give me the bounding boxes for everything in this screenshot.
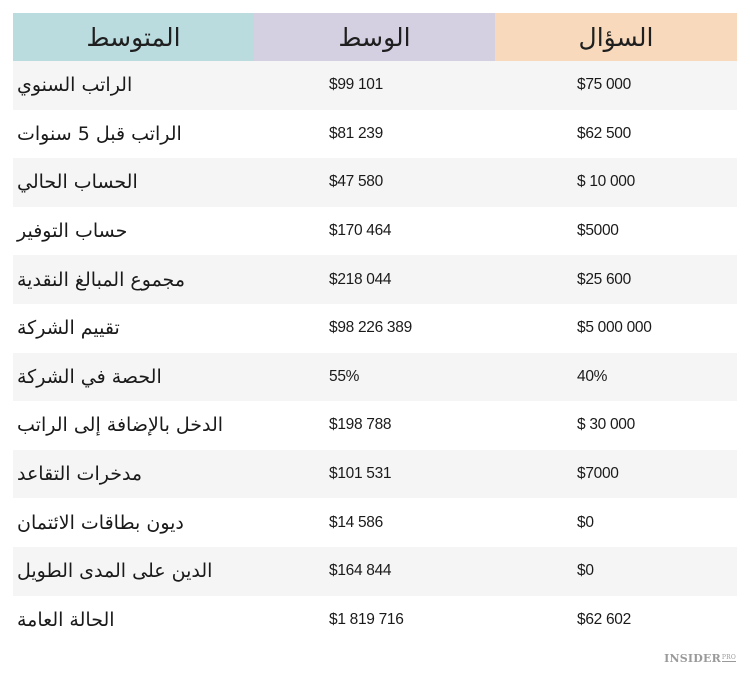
header-asker <box>495 13 737 61</box>
table-row <box>13 596 737 645</box>
asker-value: $ 10 000 <box>577 173 635 191</box>
table-row <box>13 158 737 207</box>
asker-value: $5000 <box>577 222 619 240</box>
median-value: 55% <box>329 367 360 385</box>
median-value: $170 464 <box>329 222 392 240</box>
watermark-suffix: PRO <box>721 654 736 661</box>
watermark-brand: INSIDER <box>664 652 721 665</box>
metric-label: الدين على المدى الطويل <box>17 560 213 583</box>
header-metric-label: المتوسط <box>86 22 181 52</box>
asker-value: $7000 <box>577 465 619 483</box>
header-metric <box>13 13 254 61</box>
table-row <box>13 304 737 353</box>
metric-label: مجموع المبالغ النقدية <box>17 268 185 291</box>
metric-cell <box>13 498 254 547</box>
metric-cell <box>13 596 254 645</box>
metric-cell <box>13 304 254 353</box>
metric-label: مدخرات التقاعد <box>17 463 143 486</box>
asker-value: 40% <box>577 367 608 385</box>
header-median <box>254 13 495 61</box>
metric-label: ديون بطاقات الائتمان <box>17 511 184 534</box>
insider-pro-logo <box>664 652 736 665</box>
table-row <box>13 353 737 402</box>
median-value: $47 580 <box>329 173 383 191</box>
table-row <box>13 450 737 499</box>
metric-cell <box>13 353 254 402</box>
metric-cell <box>13 401 254 450</box>
metric-label: الدخل بالإضافة إلى الراتب <box>17 414 224 437</box>
asker-value: $75 000 <box>577 76 631 94</box>
median-value: $99 101 <box>329 76 383 94</box>
median-value: $101 531 <box>329 465 392 483</box>
asker-value: $62 500 <box>577 124 631 142</box>
metric-label: الحساب الحالي <box>17 171 138 194</box>
median-value: $198 788 <box>329 416 392 434</box>
table-row <box>13 498 737 547</box>
metric-cell <box>13 450 254 499</box>
table-row <box>13 110 737 159</box>
median-value: $98 226 389 <box>329 319 412 337</box>
table-row <box>13 207 737 256</box>
median-value: $1 819 716 <box>329 610 404 628</box>
comparison-table <box>13 13 737 644</box>
metric-label: حساب التوفير <box>17 220 128 243</box>
asker-value: $0 <box>577 562 594 580</box>
header-median-label: الوسط <box>338 22 411 52</box>
metric-cell <box>13 110 254 159</box>
metric-label: الراتب السنوي <box>17 74 133 97</box>
table-row <box>13 255 737 304</box>
metric-cell <box>13 207 254 256</box>
table-row <box>13 547 737 596</box>
asker-value: $5 000 000 <box>577 319 652 337</box>
table-body <box>13 61 737 644</box>
median-value: $14 586 <box>329 513 383 531</box>
metric-cell <box>13 61 254 110</box>
median-value: $164 844 <box>329 562 392 580</box>
median-value: $81 239 <box>329 124 383 142</box>
asker-value: $25 600 <box>577 270 631 288</box>
asker-value: $0 <box>577 513 594 531</box>
header-asker-label: السؤال <box>578 22 654 52</box>
median-value: $218 044 <box>329 270 392 288</box>
metric-cell <box>13 255 254 304</box>
metric-label: تقييم الشركة <box>17 317 120 340</box>
metric-cell <box>13 547 254 596</box>
asker-value: $ 30 000 <box>577 416 635 434</box>
asker-value: $62 602 <box>577 610 631 628</box>
metric-label: الحصة في الشركة <box>17 365 162 388</box>
metric-label: الحالة العامة <box>17 608 115 631</box>
table-row <box>13 401 737 450</box>
table-header-row <box>13 13 737 61</box>
table-row <box>13 61 737 110</box>
metric-label: الراتب قبل 5 سنوات <box>17 122 182 145</box>
metric-cell <box>13 158 254 207</box>
